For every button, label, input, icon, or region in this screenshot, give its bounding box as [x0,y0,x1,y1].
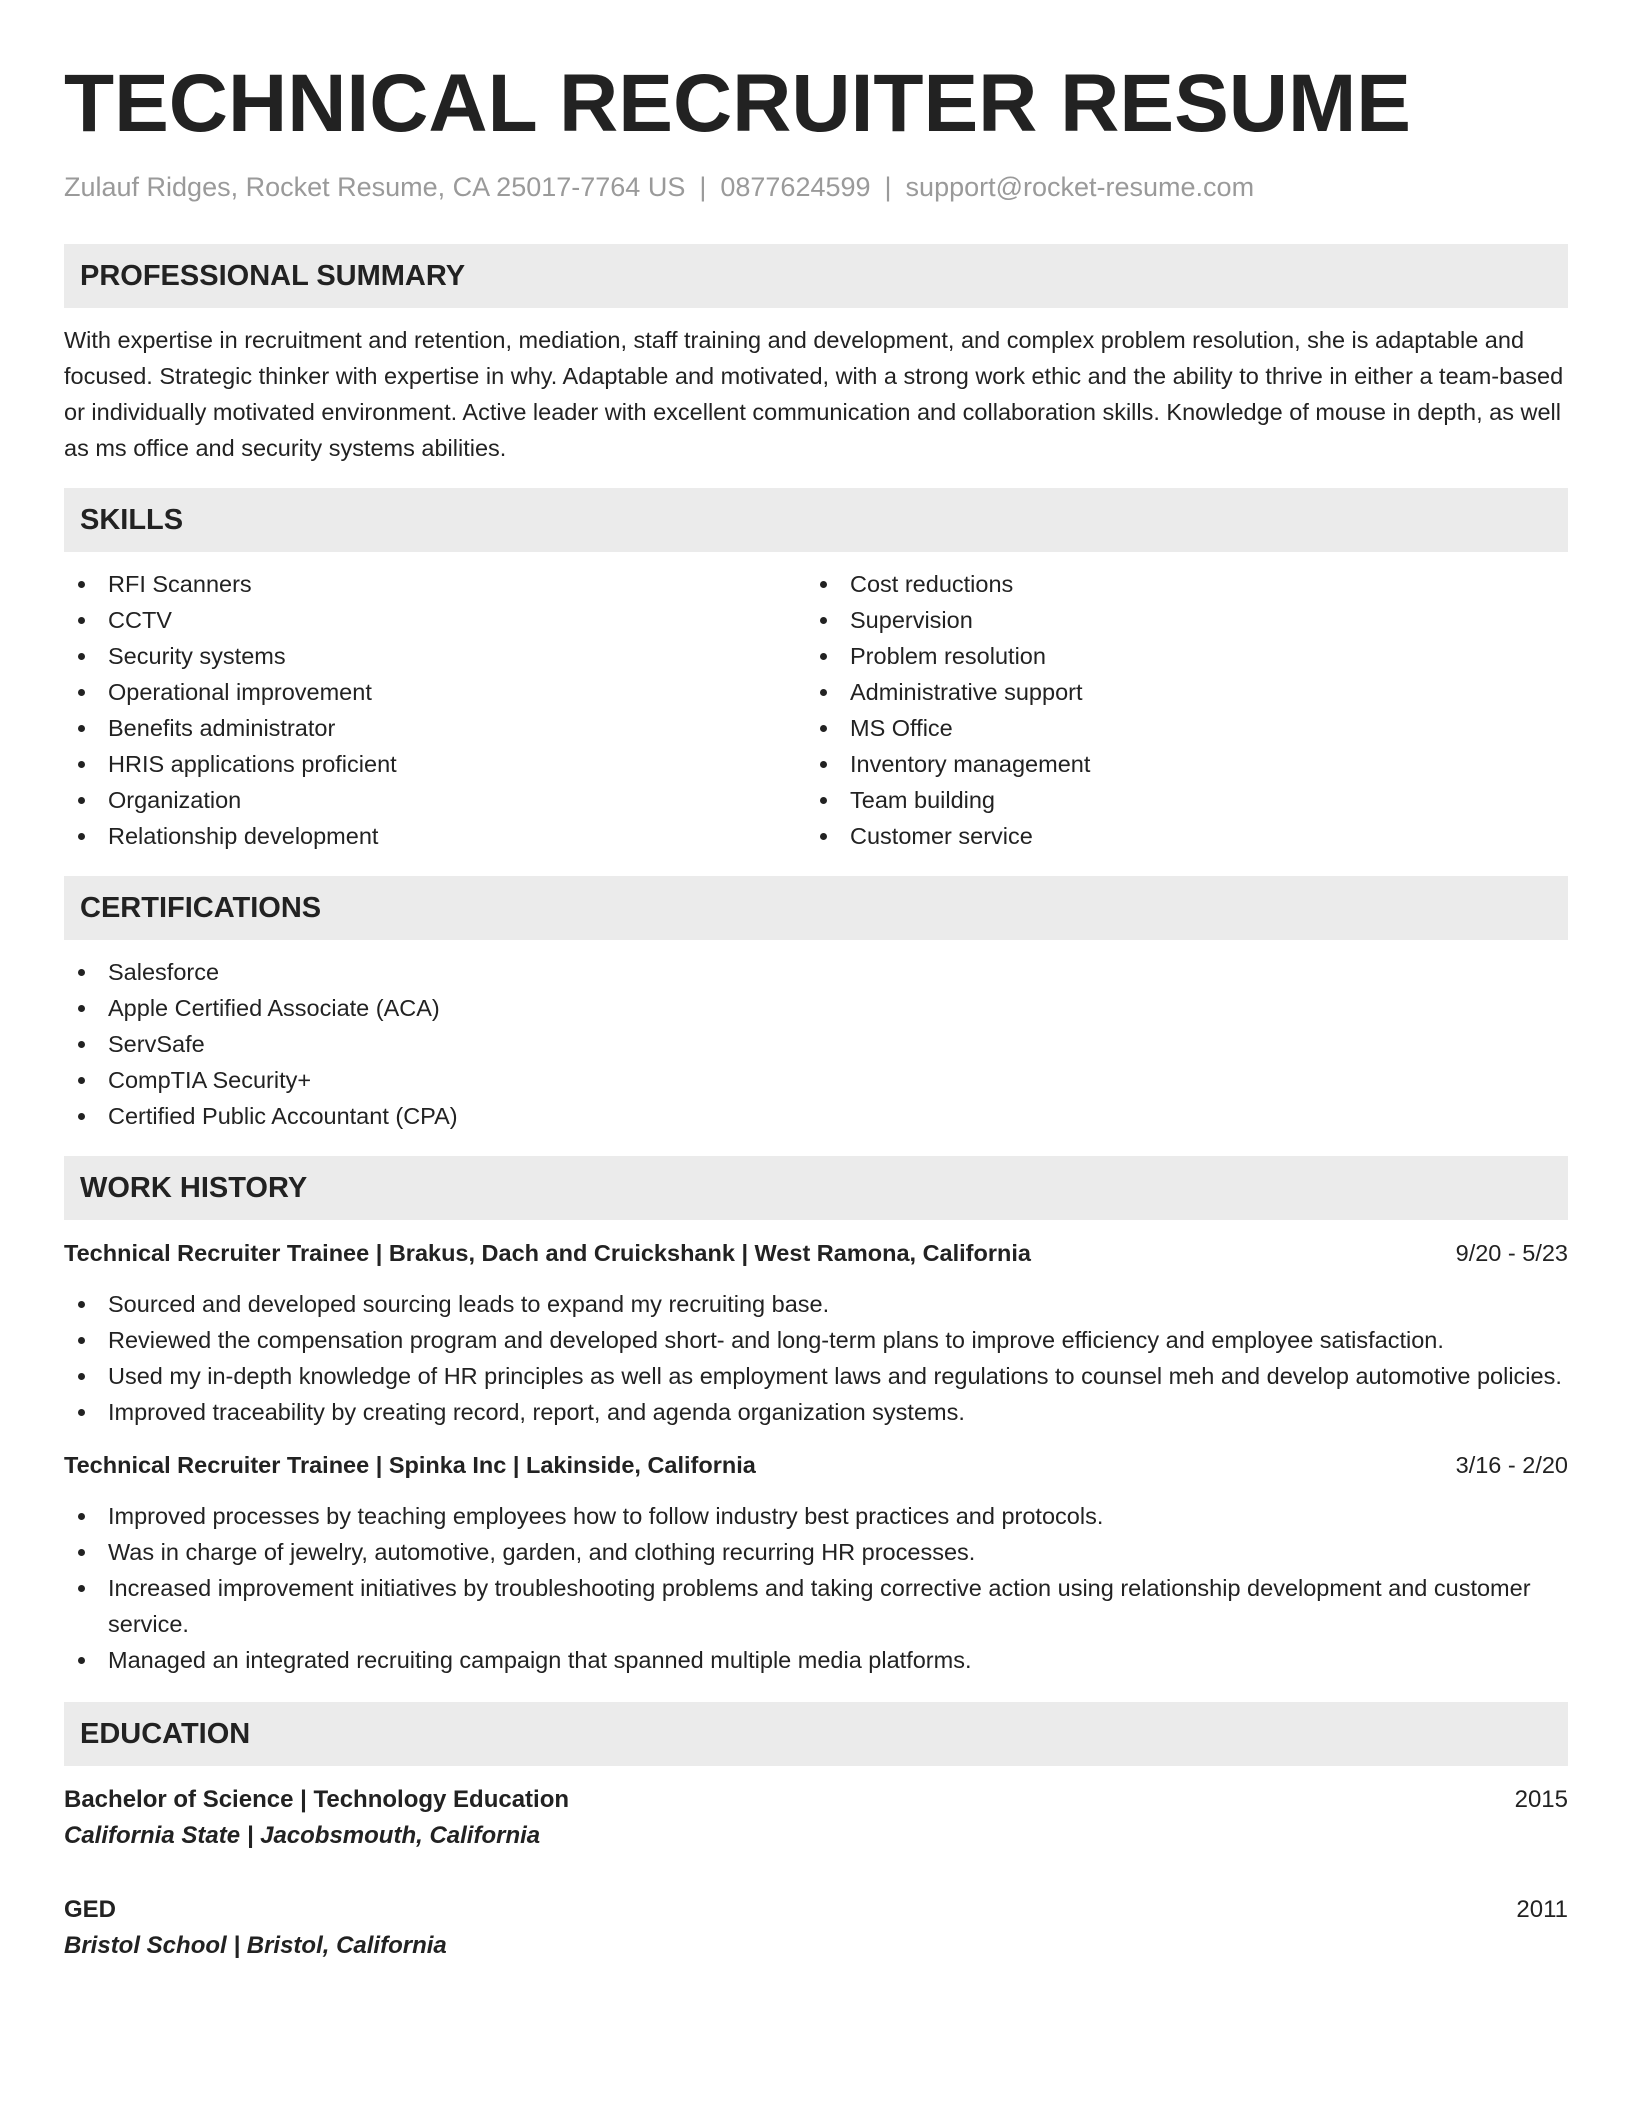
list-item: Customer service [806,818,1548,854]
list-item: ServSafe [64,1026,1568,1062]
job-bullets [64,1498,1568,1678]
job-dates: 3/16 - 2/20 [1455,1452,1568,1478]
education-header [64,1782,1568,1818]
education-entry [64,1892,1568,1964]
contact-email[interactable]: support@rocket-resume.com [905,172,1255,202]
skills-list-right [806,566,1548,854]
skills-grid [64,566,1568,854]
list-item: HRIS applications proficient [64,746,806,782]
education-school: Bristol School | Bristol, California [64,1932,447,1959]
section-header-skills: SKILLS [64,488,1568,552]
list-item: Organization [64,782,806,818]
section-header-certifications: CERTIFICATIONS [64,876,1568,940]
job-bullets [64,1286,1568,1430]
job-dates: 9/20 - 5/23 [1455,1240,1568,1266]
job-header [64,1448,1568,1482]
contact-separator: | [884,172,892,202]
job-entry [64,1236,1568,1430]
list-item: Managed an integrated recruiting campaign that spanned multiple media platforms. [64,1642,1568,1678]
list-item: Sourced and developed sourcing leads to expand my recruiting base. [64,1286,1568,1322]
contact-separator: | [699,172,707,202]
list-item: Improved traceability by creating record, report, and agenda organization systems. [64,1394,1568,1430]
list-item: Relationship development [64,818,806,854]
job-title: Technical Recruiter Trainee | Brakus, Dach and Cruickshank | West Ramona, California [64,1240,1031,1266]
list-item: Used my in-depth knowledge of HR principles as well as employment laws and regulations to counsel meh and develop automotive policies. [64,1358,1568,1394]
list-item: Increased improvement initiatives by troubleshooting problems and taking corrective action using relationship development and customer service. [64,1570,1568,1642]
list-item: MS Office [806,710,1548,746]
list-item: RFI Scanners [64,566,806,602]
list-item: CompTIA Security+ [64,1062,1568,1098]
education-header [64,1892,1568,1928]
education-degree: Bachelor of Science | Technology Education [64,1786,570,1813]
education-year: 2011 [1516,1896,1568,1923]
contact-line [64,170,1568,204]
list-item: Operational improvement [64,674,806,710]
contact-address: Zulauf Ridges, Rocket Resume, CA 25017-7764 US [64,172,686,202]
skills-list-left [64,566,806,854]
certifications-list [64,954,1568,1134]
list-item: Benefits administrator [64,710,806,746]
list-item: Cost reductions [806,566,1548,602]
job-title: Technical Recruiter Trainee | Spinka Inc | Lakinside, California [64,1452,756,1478]
list-item: Apple Certified Associate (ACA) [64,990,1568,1026]
list-item: Inventory management [806,746,1548,782]
job-header [64,1236,1568,1270]
list-item: CCTV [64,602,806,638]
list-item: Supervision [806,602,1548,638]
section-header-work-history: WORK HISTORY [64,1156,1568,1220]
section-header-education: EDUCATION [64,1702,1568,1766]
job-entry [64,1448,1568,1678]
list-item: Team building [806,782,1548,818]
list-item: Security systems [64,638,806,674]
education-degree: GED [64,1896,117,1923]
list-item: Reviewed the compensation program and developed short- and long-term plans to improve efficiency and employee satisfaction. [64,1322,1568,1358]
education-year: 2015 [1514,1786,1568,1813]
education-school: California State | Jacobsmouth, California [64,1822,541,1849]
list-item: Certified Public Accountant (CPA) [64,1098,1568,1134]
list-item: Improved processes by teaching employees how to follow industry best practices and protocols. [64,1498,1568,1534]
list-item: Administrative support [806,674,1548,710]
list-item: Problem resolution [806,638,1548,674]
summary-text: With expertise in recruitment and retention, mediation, staff training and development, and complex problem resolution, she is adaptable and focused. Strategic thinker with expertise in why. Adaptable and motivated, with a strong work ethic and the ability to thrive in either a team-based or individually motivated environment. Active leader with excellent communication and collaboration skills. Knowledge of mouse in depth, as well as ms office and security systems abilities. [64,327,1564,461]
education-entry [64,1782,1568,1854]
contact-phone: 0877624599 [720,172,871,202]
section-header-summary: PROFESSIONAL SUMMARY [64,244,1568,308]
list-item: Was in charge of jewelry, automotive, garden, and clothing recurring HR processes. [64,1534,1568,1570]
resume-title: TECHNICAL RECRUITER RESUME [64,58,1411,149]
list-item: Salesforce [64,954,1568,990]
